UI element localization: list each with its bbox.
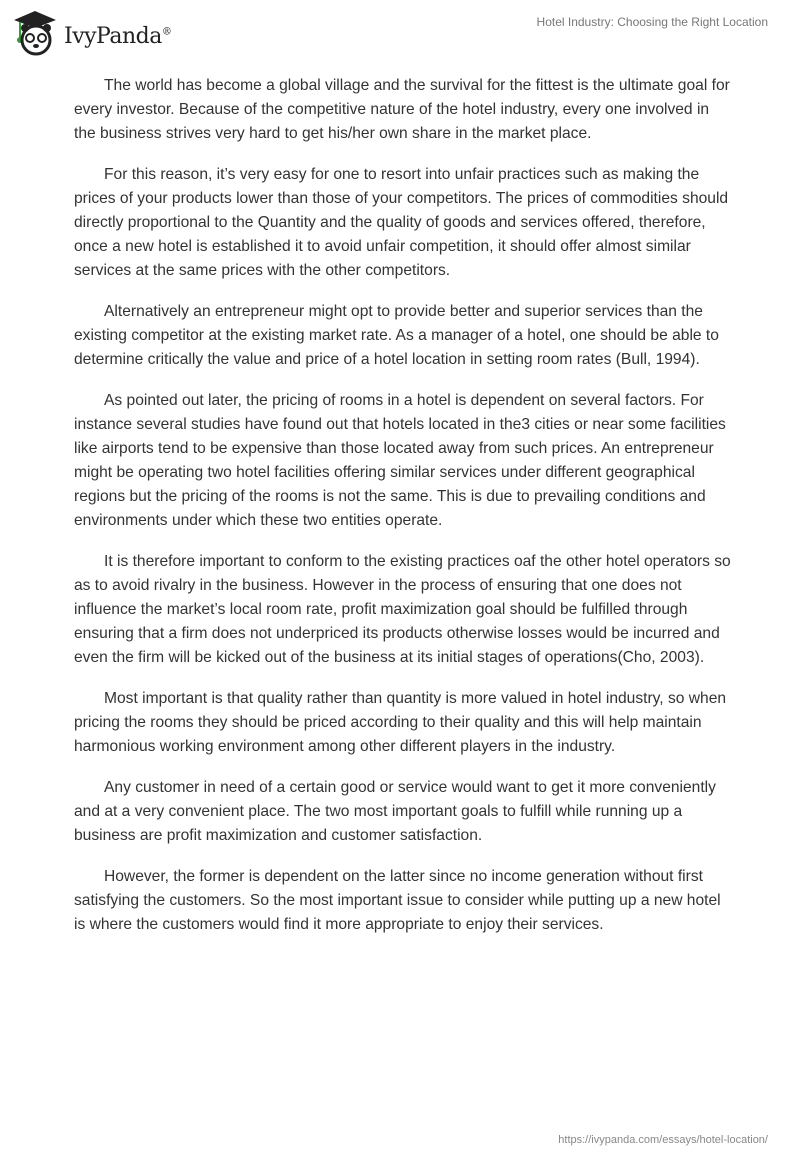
paragraph: However, the former is dependent on the latter since no income generation without first satisfying the customers. So the most important issue to consider while putting up a new hotel is where the customers would find it more appropriate to enjoy their services. [74, 868, 721, 933]
header [0, 0, 800, 60]
paragraph: As pointed out later, the pricing of rooms in a hotel is dependent on several factors. For instance several studies have found out that hotels located in the3 cities or near some facilities like airports tend to be expensive than those located away from such prices. An entrepreneur might be operating two hotel facilities offering similar services under different geographical regions but the pricing of the rooms is not the same. This is due to prevailing conditions and environments under which these two entities operate. [74, 392, 726, 529]
paragraph: It is therefore important to conform to the existing practices oaf the other hotel operators so as to avoid rivalry in the business. However in the process of ensuring that one does not influence the market’s local room rate, profit maximization goal should be fulfilled through ensuring that a firm does not underpriced its products otherwise losses would be incurred and even the firm will be kicked out of the business at its initial stages of operations(Cho, 2003). [74, 553, 731, 666]
paragraph: Any customer in need of a certain good or service would want to get it more conveniently and at a very convenient place. The two most important goals to fulfill while running up a business are profit maximization and customer satisfaction. [74, 779, 716, 844]
essay-body [74, 74, 734, 954]
paragraph: The world has become a global village and the survival for the fittest is the ultimate goal for every investor. Because of the competitive nature of the hotel industry, every one involved in the business strives very hard to get his/her own share in the market place. [74, 77, 730, 142]
logo[interactable] [12, 8, 171, 56]
panda-logo-icon [12, 8, 58, 56]
paragraph: Alternatively an entrepreneur might opt to provide better and superior services than the existing competitor at the existing market rate. As a manager of a hotel, one should be able to determine critically the value and price of a hotel location in setting room rates (Bull, 1994). [74, 303, 719, 368]
paragraph: For this reason, it’s very easy for one to resort into unfair practices such as making the prices of your products lower than those of your competitors. The prices of commodities should directly proportional to the Quantity and the quality of goods and services offered, therefore, once a new hotel is established it to avoid unfair competition, it should offer almost similar services at the same prices with the other competitors. [74, 166, 729, 279]
paragraph: Most important is that quality rather than quantity is more valued in hotel industry, so when pricing the rooms they should be priced according to their quality and this will help maintain harmonious working environment among other different players in the industry. [74, 690, 727, 755]
document-title: Hotel Industry: Choosing the Right Location [536, 15, 768, 29]
source-url[interactable]: https://ivypanda.com/essays/hotel-location/ [558, 1134, 768, 1146]
logo-text: IvyPanda® [64, 23, 172, 49]
